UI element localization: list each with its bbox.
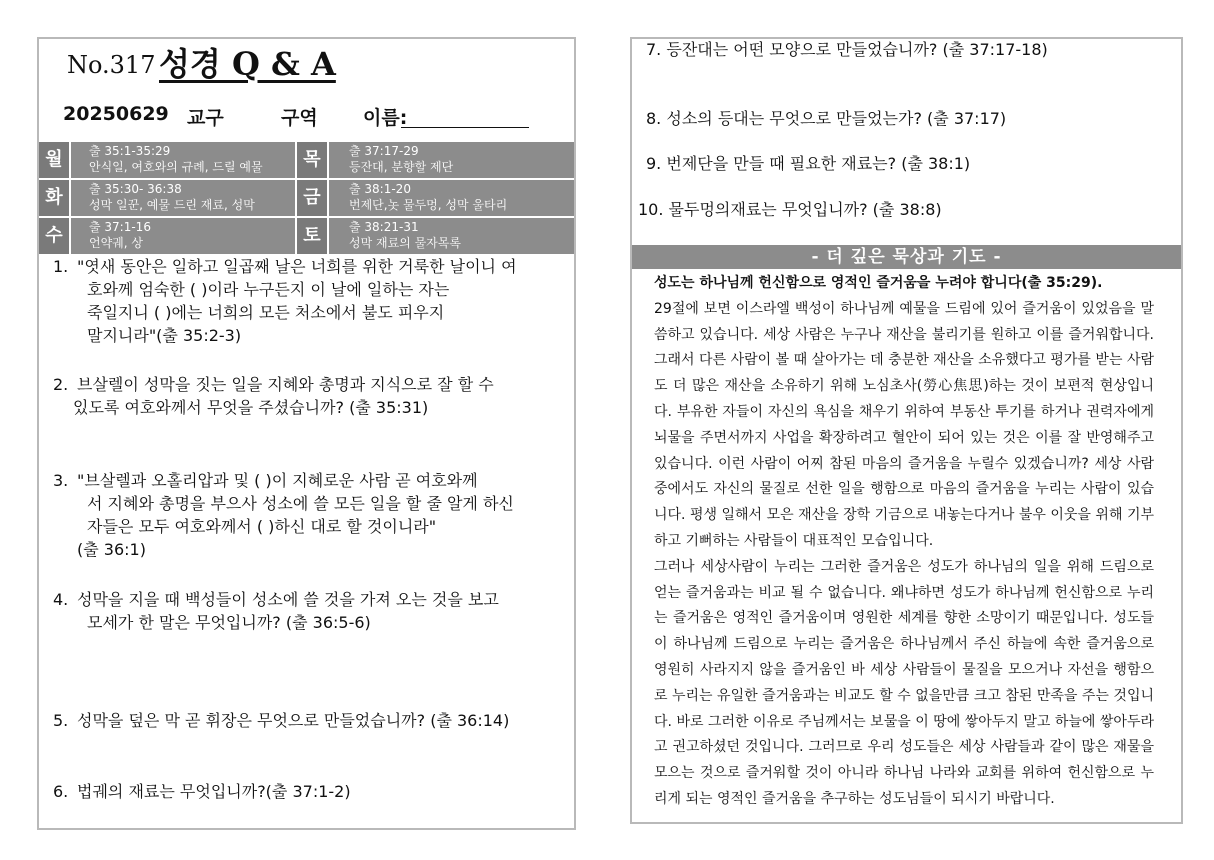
question-text: "엿새 동안은 일하고 일곱째 날은 너희를 위한 거룩한 날이니 여 (77, 257, 517, 276)
question-text: 브살렐이 성막을 짓는 일을 지혜와 총명과 지식으로 잘 할 수 (77, 375, 494, 394)
schedule-ref: 출 37:17-29 (349, 144, 419, 158)
question-number: 4. (53, 590, 69, 609)
meditation-band: - 더 깊은 묵상과 기도 - (632, 245, 1181, 269)
question-3 (53, 469, 514, 561)
district-label: 교구 (187, 107, 224, 129)
day-sat: 토 (297, 218, 327, 254)
question-text: 모세가 한 말은 무엇입니까? (출 36:5-6) (87, 613, 371, 632)
question-2 (53, 373, 494, 419)
schedule-desc: 언약궤, 상 (89, 236, 143, 250)
question-number: 1. (53, 257, 69, 276)
meditation-text: 29절에 보면 이스라엘 백성이 하나님께 예물을 드림에 있어 즐거움이 있었음을 말씀하고 있습니다. 세상 사람은 누구나 재산을 불리기를 원하고 이를 즐거워합니다. 그래서 다른 사람이 볼 때 살아가는 데 충분한 재산을 소유했다고 평가를 받는 사람도 더 많은 재산을 소유하기 위해 노심초사(勞心焦思)하는 것이 보편적 현상입니다. 부유한 자들이 자신의 욕심을 채우기 위하여 부동산 투기를 하거나 권력자에게 뇌물을 주면서까지 사업을 확장하려고 혈안이 되어 있는 것은 이를 잘 반영해주고 있습니다. 이런 사람이 어찌 참된 마음의 즐거움을 누릴수 있겠습니까? 세상 사람중에서도 자신의 물질로 선한 일을 행함으로 마음의 즐거움을 누리는 사람이 있습니다. 평생 일해서 모은 재산을 장학 기금으로 내놓는다거나 불우 이웃을 위해 기부하고 기뻐하는 사람들이 대표적인 모습입니다. 그러나 세상사람이 누리는 그러한 즐거움은 성도가 하나님의 일을 위해 드림으로 얻는 즐거움과는 비교 될 수 없습니다. 왜냐하면 성도가 하나님께 헌신함으로 누리는 즐거움은 영적인 즐거움이며 영원한 세계를 향한 소망이기 때문입니다. 성도들이 하나님께 드림으로 누리는 즐거움은 하나님께서 주신 하늘에 속한 즐거움으로 영원히 사라지지 않을 즐거움인 바 세상 사람들이 물질을 모으거나 자선을 행함으로 누리는 유일한 즐거움과는 비교도 할 수 없을만큼 크고 참된 만족을 주는 것입니다. 바로 그러한 이유로 주님께서는 보물을 이 땅에 쌓아두지 말고 하늘에 쌓아두라고 권고하셨던 것입니다. 그러므로 우리 성도들은 세상 사람들과 같이 많은 재물을 모으는 것으로 즐거워할 것이 아니라 하나님 나라와 교회를 위하여 헌신함으로 누리게 되는 영적인 즐거움을 추구하는 성도님들이 되시기 바랍니다. (654, 300, 1154, 807)
question-text: 성소의 등대는 무엇으로 만들었는가? (출 37:17) (666, 109, 1007, 128)
table-divider (69, 142, 71, 254)
question-text: (출 36:1) (77, 540, 146, 559)
table-divider (39, 178, 574, 180)
schedule-desc: 안식일, 여호와의 규례, 드릴 예물 (89, 160, 263, 174)
question-text: 법궤의 재료는 무엇입니까?(출 37:1-2) (77, 782, 351, 801)
question-number: 8. (646, 109, 662, 128)
question-4 (53, 588, 499, 634)
day-tue: 화 (39, 180, 69, 216)
question-text: "브살렐과 오홀리압과 및 ( )이 지혜로운 사람 곧 여호와께 (77, 471, 478, 490)
schedule-ref: 출 35:30- 36:38 (89, 182, 182, 196)
day-mon: 월 (39, 142, 69, 178)
schedule-desc: 등잔대, 분향할 제단 (349, 160, 454, 174)
question-1 (53, 255, 517, 347)
question-text: 번제단을 만들 때 필요한 재료는? (출 38:1) (666, 154, 971, 173)
schedule-desc: 성막 재료의 물자목록 (349, 236, 461, 250)
schedule-desc: 번제단,놋 물두멍, 성막 울타리 (349, 198, 508, 212)
question-text: 성막을 덮은 막 곧 휘장은 무엇으로 만들었습니까? (출 36:14) (77, 711, 510, 730)
question-text: 등잔대는 어떤 모양으로 만들었습니까? (출 37:17-18) (666, 40, 1048, 59)
schedule-ref: 출 35:1-35:29 (89, 144, 171, 158)
question-number: 6. (53, 782, 69, 801)
table-divider (39, 216, 574, 218)
question-9 (646, 153, 970, 175)
zone-label: 구역 (281, 107, 318, 129)
question-number: 2. (53, 375, 69, 394)
meditation-body (654, 271, 1154, 813)
question-text: 말지니라"(출 35:2-3) (87, 326, 242, 345)
day-thu: 목 (297, 142, 327, 178)
question-number: 3. (53, 471, 69, 490)
question-text: 서 지혜와 총명을 부으사 성소에 쓸 모든 일을 할 줄 알게 하신 (87, 494, 514, 513)
issue-number: No.317 (67, 51, 156, 79)
question-number: 9. (646, 154, 662, 173)
schedule-ref: 출 38:1-20 (349, 182, 411, 196)
question-text: 있도록 여호와께서 무엇을 주셨습니까? (출 35:31) (73, 398, 429, 417)
question-text: 자들은 모두 여호와께서 ( )하신 대로 할 것이니라" (87, 517, 437, 536)
date: 20250629 (63, 103, 169, 125)
question-number: 10. (638, 200, 664, 219)
question-text: 성막을 지을 때 백성들이 성소에 쓸 것을 가져 오는 것을 보고 (77, 590, 499, 609)
question-text: 호와께 엄숙한 ( )이라 누구든지 이 날에 일하는 자는 (87, 280, 450, 299)
schedule-desc: 성막 일꾼, 예물 드린 재료, 성막 (89, 198, 255, 212)
question-8 (646, 108, 1006, 130)
table-divider (295, 142, 297, 254)
day-wed: 수 (39, 218, 69, 254)
question-7 (646, 39, 1048, 61)
table-divider (327, 142, 329, 254)
question-5 (53, 709, 509, 732)
schedule-ref: 출 38:21-31 (349, 220, 419, 234)
question-text: 죽일지니 ( )에는 너희의 모든 처소에서 불도 피우지 (87, 303, 445, 322)
left-page (37, 37, 576, 830)
reading-schedule (39, 142, 574, 254)
question-number: 7. (646, 40, 662, 59)
day-fri: 금 (297, 180, 327, 216)
name-blank-line (401, 127, 529, 128)
question-number: 5. (53, 711, 69, 730)
schedule-ref: 출 37:1-16 (89, 220, 151, 234)
meditation-heading: 성도는 하나님께 헌신함으로 영적인 즐거움을 누려야 합니다(출 35:29). (654, 275, 1103, 291)
question-6 (53, 780, 351, 803)
right-page (630, 37, 1183, 824)
question-10 (638, 199, 942, 221)
name-label: 이름: (363, 107, 408, 129)
question-text: 물두멍의재료는 무엇입니까? (출 38:8) (668, 200, 942, 219)
page-title: 성경 Q & A (159, 45, 336, 83)
